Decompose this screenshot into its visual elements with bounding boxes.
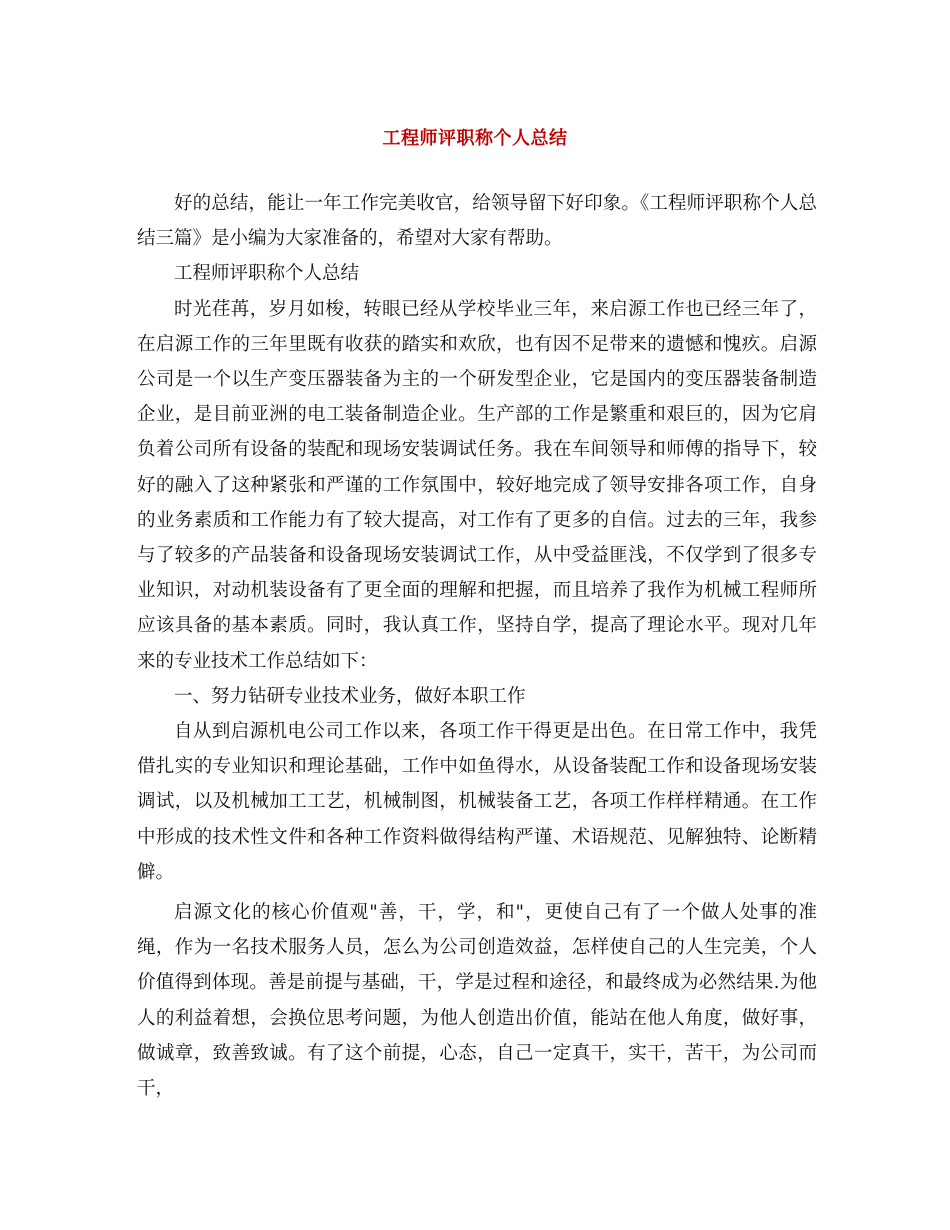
paragraph-section-1: 自从到启源机电公司工作以来，各项工作干得更是出色。在日常工作中，我凭借扎实的专业知识和理论基础，工作中如鱼得水，从设备装配工作和设备现场安装调试，以及机械加工工艺，机械制图，机械装备工艺，各项工作样样精通。在工作中形成的技术性文件和各种工作资料做得结构严谨、术语规范、见解独特、论断精僻。	[137, 721, 817, 883]
document-body	[137, 186, 817, 1106]
paragraph-overview: 时光荏苒，岁月如梭，转眼已经从学校毕业三年，来启源工作也已经三年了，在启源工作的三年里既有收获的踏实和欢欣，也有因不足带来的遗憾和愧疚。启源公司是一个以生产变压器装备为主的一个研发型企业，它是国内的变压器装备制造企业，是目前亚洲的电工装备制造企业。生产部的工作是繁重和艰巨的，因为它肩负着公司所有设备的装配和现场安装调试任务。我在车间领导和师傅的指导下，较好的融入了这种紧张和严谨的工作氛围中，较好地完成了领导安排各项工作，自身的业务素质和工作能力有了较大提高，对工作有了更多的自信。过去的三年，我参与了较多的产品装备和设备现场安装调试工作，从中受益匪浅，不仅学到了很多专业知识，对动机装设备有了更全面的理解和把握，而且培养了我作为机械工程师所应该具备的基本素质。同时，我认真工作，坚持自学，提高了理论水平。现对几年来的专业技术工作总结如下：	[137, 298, 817, 672]
document-title: 工程师评职称个人总结	[382, 128, 568, 149]
paragraph-values: 启源文化的核心价值观"善，干，学，和"，更使自己有了一个做人处事的准绳，作为一名技术服务人员，怎么为公司创造效益，怎样使自己的人生完美，个人价值得到体现。善是前提与基础，干，学是过程和途径，和最终成为必然结果.为他人的利益着想，会换位思考问题，为他人创造出价值，能站在他人角度，做好事，做诚章，致善致诚。有了这个前提，心态，自己一定真干，实干，苦干，为公司而干，	[137, 902, 817, 1100]
paragraph-intro: 好的总结，能让一年工作完美收官，给领导留下好印象。《工程师评职称个人总结三篇》是小编为大家准备的，希望对大家有帮助。	[137, 193, 817, 250]
paragraph-subtitle: 工程师评职称个人总结	[174, 263, 360, 285]
section-heading-1: 一、努力钻研专业技术业务，做好本职工作	[174, 685, 526, 707]
